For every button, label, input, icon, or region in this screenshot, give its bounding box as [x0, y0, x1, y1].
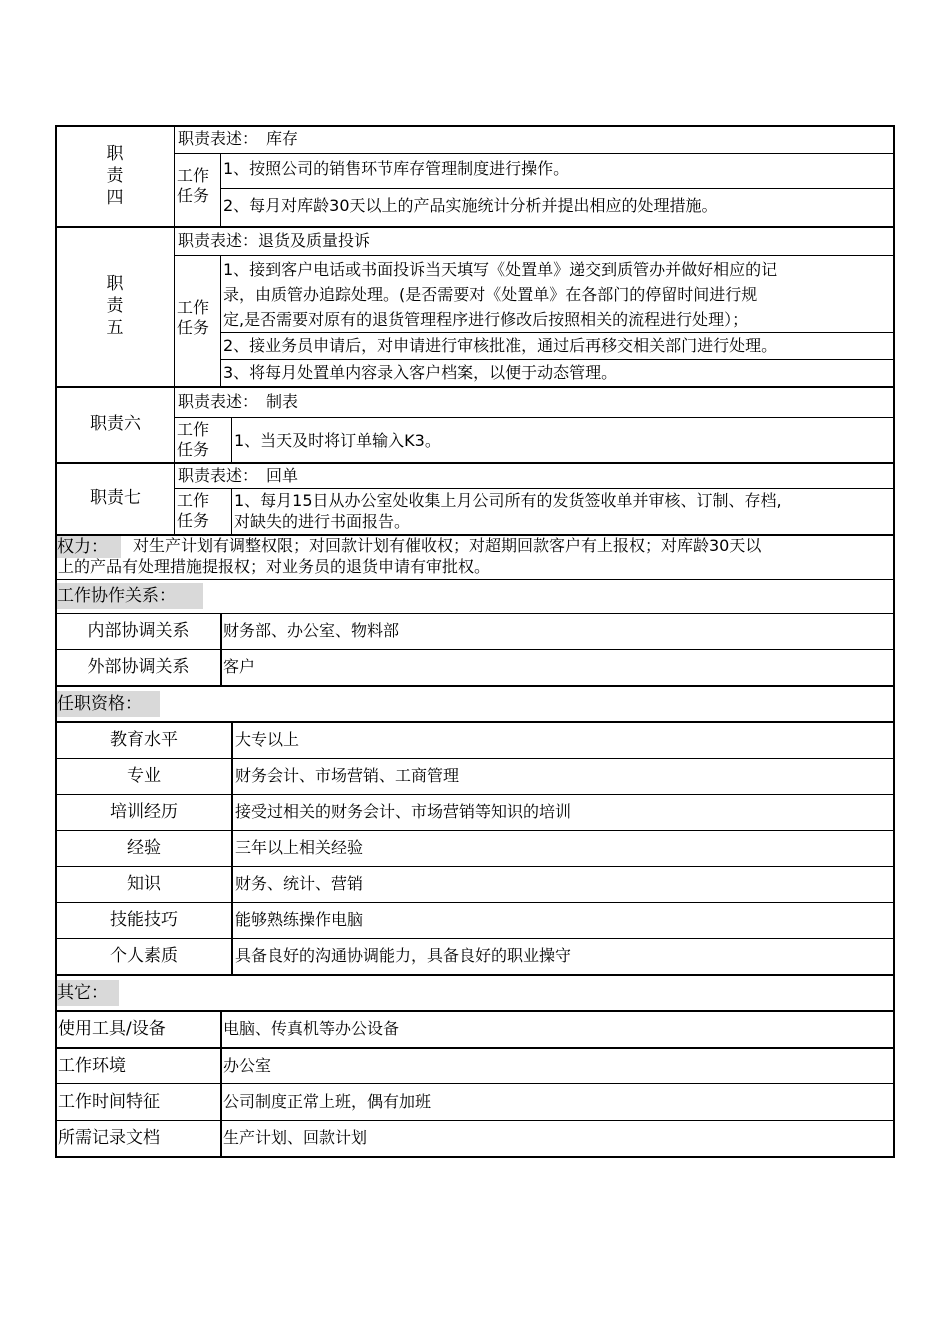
qualification-education-label: 教育水平	[110, 730, 178, 750]
duty-7-desc-value: 回单	[266, 466, 299, 485]
others-work-time-value: 公司制度正常上班，偶有加班	[223, 1092, 432, 1111]
duty-6-title: 职责六	[90, 414, 141, 434]
duty-4-task-2: 2、每月对库龄30天以上的产品实施统计分析并提出相应的处理措施。	[223, 196, 718, 215]
duty-6-task-1: 1、当天及时将订单输入K3。	[234, 431, 441, 450]
others-tools-label: 使用工具/设备	[58, 1019, 166, 1039]
table-border-right	[893, 125, 895, 1158]
duty-5-title-char: 职	[106, 274, 124, 294]
duty-5-task-1-line-3: 定,是否需要对原有的退货管理程序进行修改后按照相关的流程进行处理）；	[223, 310, 749, 329]
qualification-training-value: 接受过相关的财务会计、市场营销等知识的培训	[235, 802, 572, 821]
duty-6-task-label: 工作 任务	[177, 420, 210, 459]
qualification-major-label: 专业	[127, 766, 161, 786]
duty-5-title-char: 五	[106, 318, 124, 338]
others-records-label: 所需记录文档	[58, 1128, 160, 1148]
duty-4-title	[95, 143, 135, 209]
qualification-experience-label: 经验	[127, 838, 161, 858]
others-work-time-label: 工作时间特征	[58, 1092, 160, 1112]
duty-7-title: 职责七	[90, 488, 141, 508]
cooperation-heading: 工作协作关系：	[57, 583, 203, 609]
duty-7-task-1-line-1: 1、每月15日从办公室处收集上月公司所有的发货签收单并审核、订制、存档,	[234, 491, 782, 510]
authority-label: 权力：	[57, 536, 121, 558]
duty-5-desc-value: 退货及质量投诉	[258, 231, 371, 250]
cooperation-internal-label: 内部协调关系	[87, 621, 190, 641]
duty-6-desc-value: 制表	[266, 392, 299, 411]
duty-4-task-label: 工作 任务	[177, 166, 210, 205]
qualifications-heading: 任职资格：	[57, 691, 160, 717]
others-environment-label: 工作环境	[58, 1056, 126, 1076]
cooperation-internal-value: 财务部、办公室、物料部	[223, 621, 400, 640]
duty-7-task-label: 工作 任务	[177, 491, 210, 530]
qualification-experience-value: 三年以上相关经验	[235, 838, 364, 857]
duty-5-task-1-line-2: 录，由质管办追踪处理。(是否需要对《处置单》在各部门的停留时间进行规	[223, 285, 758, 304]
qualification-training-label: 培训经历	[110, 802, 178, 822]
duty-4-desc-label: 职责表述：	[178, 129, 259, 148]
qualification-education-value: 大专以上	[235, 730, 300, 749]
duty-7-desc-label: 职责表述：	[178, 466, 259, 485]
duty-4-title-char: 职	[106, 144, 124, 164]
qualification-personal-label: 个人素质	[110, 946, 178, 966]
cooperation-external-label: 外部协调关系	[87, 657, 190, 677]
cooperation-external-value: 客户	[223, 657, 256, 676]
qualification-knowledge-value: 财务、统计、营销	[235, 874, 364, 893]
qualification-personal-value: 具备良好的沟通协调能力，具备良好的职业操守	[235, 946, 572, 965]
others-tools-value: 电脑、传真机等办公设备	[223, 1019, 400, 1038]
qualification-major-value: 财务会计、市场营销、工商管理	[235, 766, 460, 785]
duty-7-task-1-line-2: 对缺失的进行书面报告。	[234, 512, 411, 531]
qualification-skills-value: 能够熟练操作电脑	[235, 910, 364, 929]
authority-line-2: 上的产品有处理措施提报权；对业务员的退货申请有审批权。	[58, 557, 491, 576]
duty-4-title-char: 责	[106, 166, 124, 186]
qualification-skills-label: 技能技巧	[110, 910, 178, 930]
others-environment-value: 办公室	[223, 1056, 272, 1075]
duty-4-task-1: 1、按照公司的销售环节库存管理制度进行操作。	[223, 159, 570, 178]
others-records-value: 生产计划、回款计划	[223, 1128, 368, 1147]
duty-5-task-2: 2、接业务员申请后，对申请进行审核批准，通过后再移交相关部门进行处理。	[223, 336, 778, 355]
duty-5-desc-label: 职责表述：	[178, 231, 259, 250]
duty-4-desc-value: 库存	[266, 129, 299, 148]
duty-4-title-char: 四	[106, 188, 124, 208]
duty-6-desc-label: 职责表述：	[178, 392, 259, 411]
duty-5-task-label: 工作 任务	[177, 298, 210, 337]
qualification-knowledge-label: 知识	[127, 874, 161, 894]
duty-5-title	[95, 273, 135, 339]
table-border-bottom	[55, 1156, 895, 1158]
authority-line-1: 对生产计划有调整权限；对回款计划有催收权；对超期回款客户有上报权；对库龄30天以	[133, 536, 762, 555]
others-heading: 其它：	[57, 980, 119, 1006]
duty-5-task-1-line-1: 1、接到客户电话或书面投诉当天填写《处置单》递交到质管办并做好相应的记	[223, 260, 778, 279]
duty-5-task-3: 3、将每月处置单内容录入客户档案，以便于动态管理。	[223, 363, 618, 382]
duty-5-title-char: 责	[106, 296, 124, 316]
